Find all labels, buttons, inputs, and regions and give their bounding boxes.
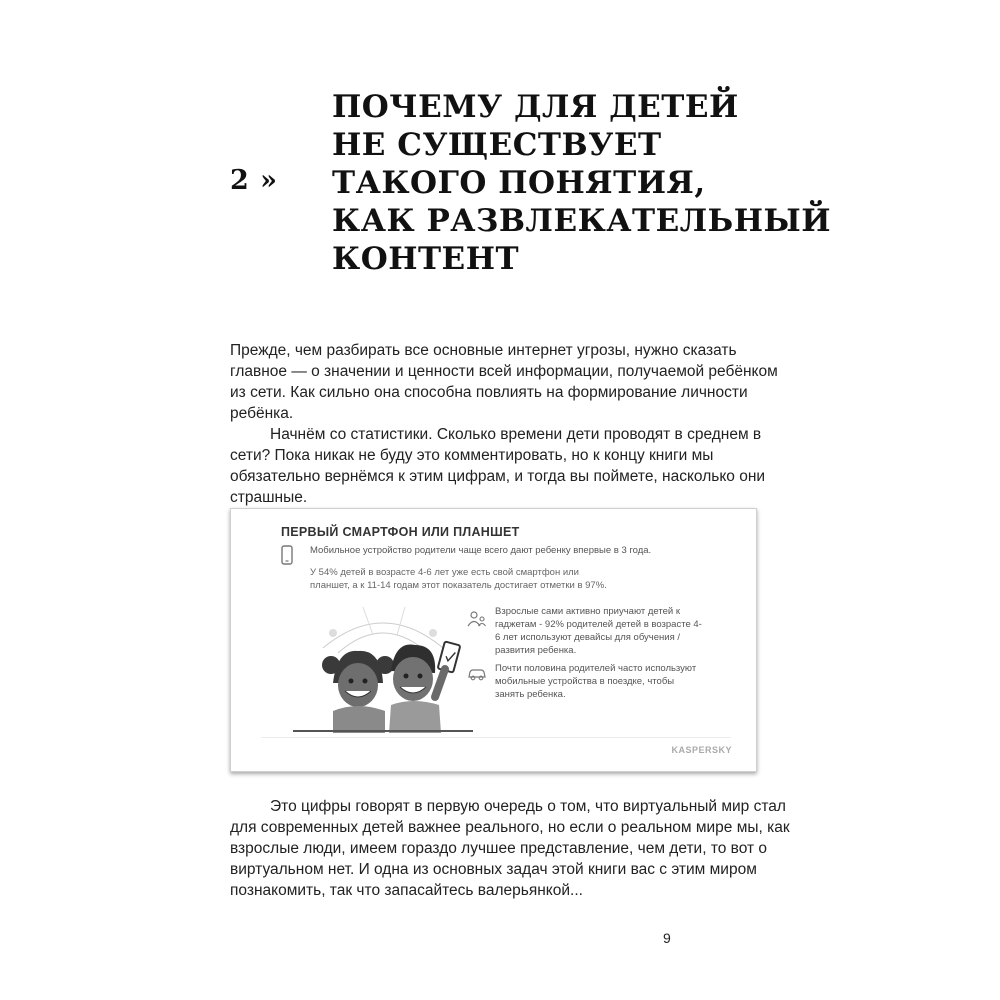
parents-icon — [467, 611, 487, 627]
infographic-fact-1: Мобильное устройство родители чаще всего дают ребенку впервые в 3 года. — [310, 545, 652, 556]
paragraph-3: Это цифры говорят в первую очередь о том, что виртуальный мир стал для современных детей важнее реального, но если о реальном мире мы, как взрослые люди, имеем гораздо лучшее представление, чем дети, то вот о виртуальном нет. И одна из основных задач этой книги вас с этим миром познакомить, так что запасайтесь валерьянкой... — [230, 798, 790, 899]
infographic-footer-divider — [261, 737, 731, 738]
chapter-number: 2 » — [230, 165, 279, 196]
infographic-fact-3: Взрослые сами активно приучают детей к гаджетам - 92% родителей детей в возрасте 4-6 лет используют девайсы для обучения / развития ребенка. — [495, 606, 702, 656]
infographic-fact-2: У 54% детей в возрасте 4-6 лет уже есть свой смартфон или планшет, а к 11-14 годам этот показатель достигает отметки в 97%. — [310, 567, 607, 591]
car-icon — [467, 667, 487, 681]
chapter-title-line: НЕ СУЩЕСТВУЕТ — [332, 127, 662, 163]
infographic-title: ПЕРВЫЙ СМАРТФОН ИЛИ ПЛАНШЕТ — [281, 525, 520, 539]
chapter-title-line: ТАКОГО ПОНЯТИЯ, — [332, 165, 706, 201]
closing-text — [230, 796, 790, 901]
chapter-title-line: КОНТЕНТ — [332, 241, 520, 277]
children-with-smartphone-illustration — [293, 593, 473, 733]
chapter-title — [332, 88, 832, 278]
statistics-infographic — [230, 508, 757, 772]
paragraph-1: Прежде, чем разбирать все основные интернет угрозы, нужно сказать главное — о значении и ценности всей информации, получаемой ребёнком из сети. Как сильно она способна повлиять на формирование личности ребёнка. — [230, 342, 778, 422]
phone-icon — [279, 545, 295, 565]
page-number: 9 — [663, 930, 671, 946]
kaspersky-logo: KASPERSKY — [671, 745, 732, 755]
infographic-fact-4: Почти половина родителей часто используют мобильные устройства в поездке, чтобы занять ребенка. — [495, 663, 697, 700]
chapter-title-line: ПОЧЕМУ ДЛЯ ДЕТЕЙ — [332, 89, 739, 125]
paragraph-2: Начнём со статистики. Сколько времени дети проводят в среднем в сети? Пока никак не буду это комментировать, но к концу книги мы обязательно вернёмся к этим цифрам, и тогда вы поймете, насколько они страшные. — [230, 426, 766, 506]
chapter-title-line: КАК РАЗВЛЕКАТЕЛЬНЫЙ — [332, 203, 832, 239]
intro-text — [230, 340, 790, 508]
